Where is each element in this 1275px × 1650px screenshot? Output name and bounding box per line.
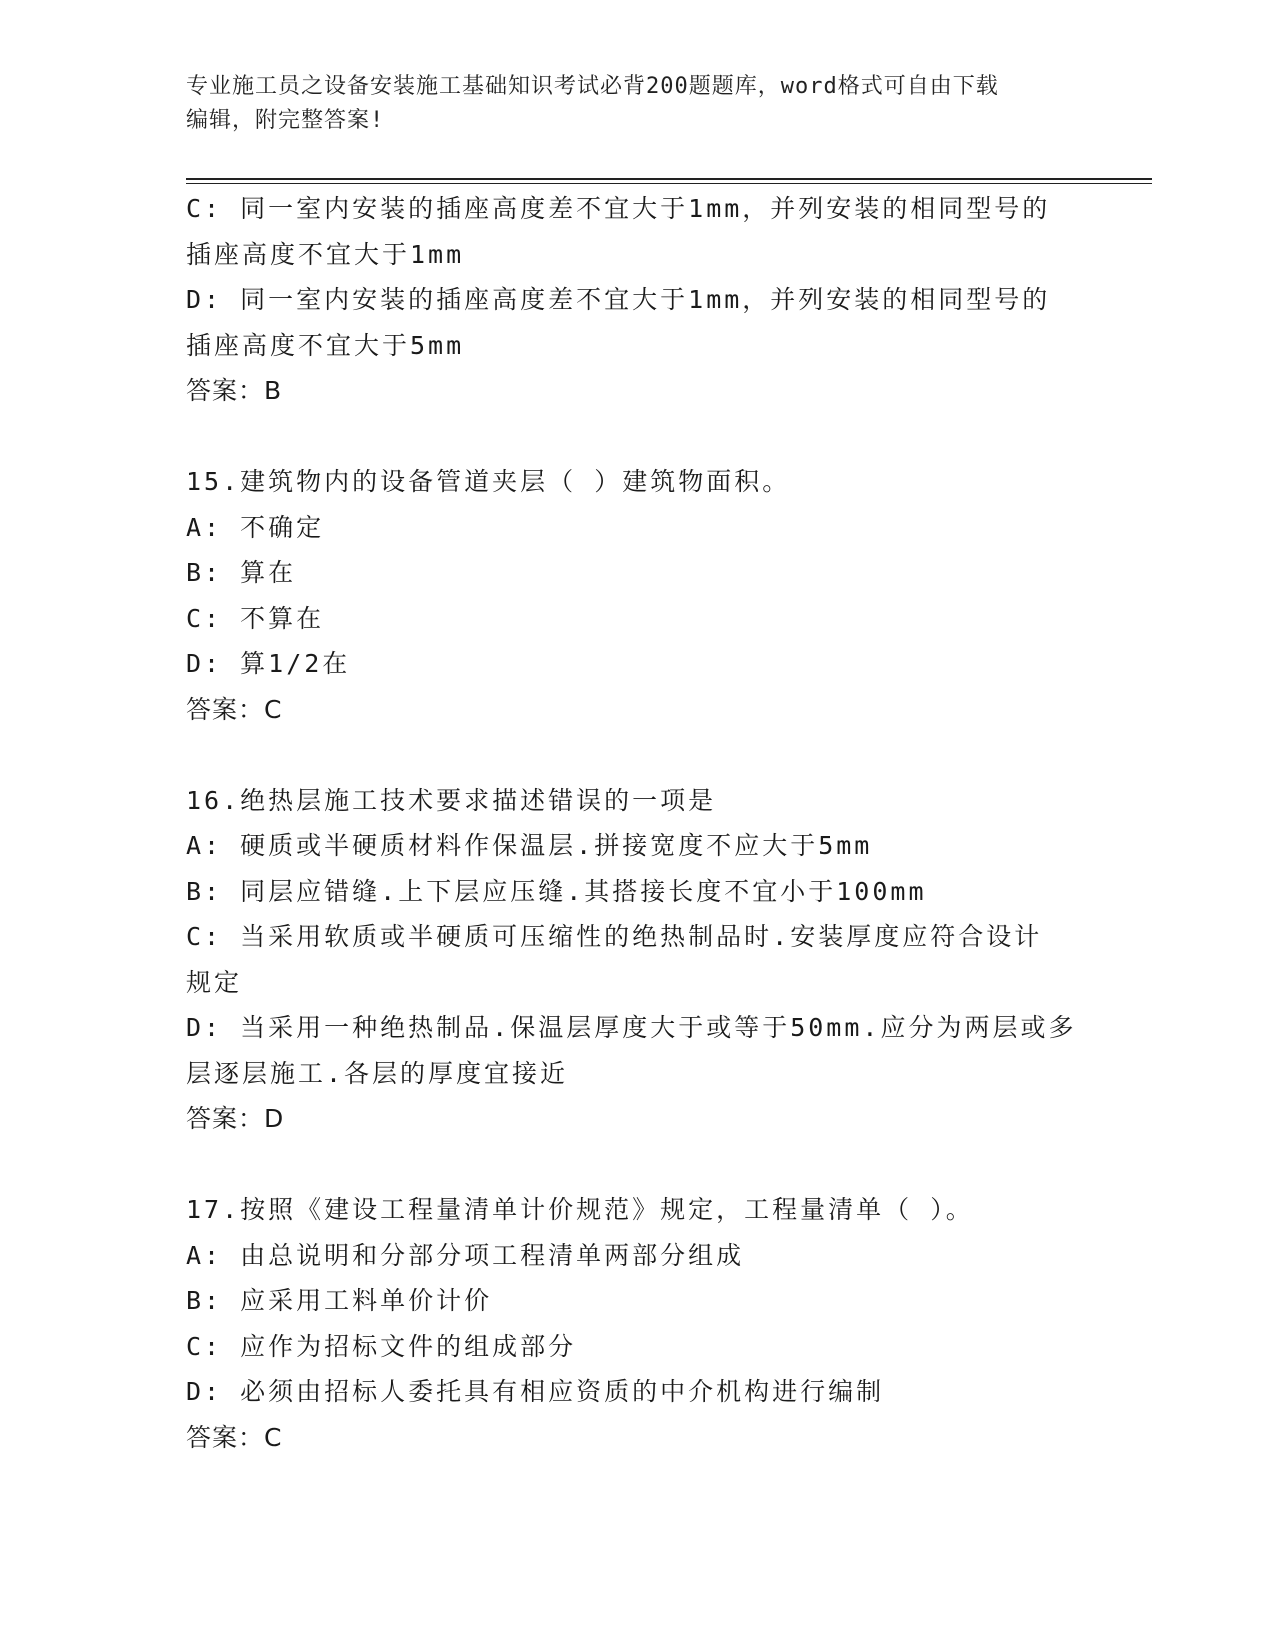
option-line: 层逐层施工.各层的厚度宜接近: [186, 1058, 569, 1088]
option-line: 插座高度不宜大于1mm: [186, 239, 465, 269]
question-stem: 15.建筑物内的设备管道夹层（ ）建筑物面积。: [186, 467, 791, 496]
header-rule-thick: [186, 178, 1152, 180]
option-line: C: 应作为招标文件的组成部分: [186, 1331, 577, 1361]
option-line: A: 硬质或半硬质材料作保温层.拼接宽度不应大于5mm: [186, 831, 873, 860]
question-stem: 16.绝热层施工技术要求描述错误的一项是: [186, 785, 717, 815]
question-block-16: [186, 778, 1086, 1142]
option-line: C: 不算在: [186, 603, 325, 633]
option-line: 插座高度不宜大于5mm: [186, 330, 465, 360]
option-line: D: 必须由招标人委托具有相应资质的中介机构进行编制: [186, 1377, 885, 1406]
question-block-15: [186, 459, 1086, 732]
header-line-2: 编辑，附完整答案!: [186, 108, 385, 133]
option-line: C: 同一室内安装的插座高度差不宜大于1mm，并列安装的相同型号的: [186, 194, 1051, 223]
question-block-14: [186, 186, 1086, 414]
option-line: B: 算在: [186, 558, 297, 587]
question-stem: 17.按照《建设工程量清单计价规范》规定，工程量清单（ ）。: [186, 1195, 974, 1224]
option-line: 规定: [186, 967, 243, 997]
answer-line: 答案：D: [186, 1104, 285, 1133]
header-rule-thin: [186, 183, 1152, 184]
answer-line: 答案：B: [186, 376, 283, 405]
block-spacer: [186, 1142, 1086, 1188]
block-spacer: [186, 732, 1086, 778]
option-line: D: 算1/2在: [186, 649, 351, 678]
header-line-1: 专业施工员之设备安装施工基础知识考试必背200题题库，word格式可自由下载: [186, 74, 999, 99]
option-line: B: 应采用工料单价计价: [186, 1286, 493, 1315]
answer-line: 答案：C: [186, 1422, 283, 1452]
block-spacer: [186, 414, 1086, 460]
option-line: A: 由总说明和分部分项工程清单两部分组成: [186, 1240, 745, 1270]
option-line: C: 当采用软质或半硬质可压缩性的绝热制品时.安装厚度应符合设计: [186, 922, 1043, 951]
option-line: A: 不确定: [186, 512, 325, 542]
question-block-17: [186, 1187, 1086, 1460]
question-content: [186, 186, 1086, 1460]
option-line: D: 当采用一种绝热制品.保温层厚度大于或等于50mm.应分为两层或多: [186, 1013, 1077, 1042]
answer-line: 答案：C: [186, 694, 283, 724]
option-line: D: 同一室内安装的插座高度差不宜大于1mm，并列安装的相同型号的: [186, 285, 1051, 314]
document-header: [186, 70, 1066, 138]
option-line: B: 同层应错缝.上下层应压缝.其搭接长度不宜小于100mm: [186, 876, 927, 906]
